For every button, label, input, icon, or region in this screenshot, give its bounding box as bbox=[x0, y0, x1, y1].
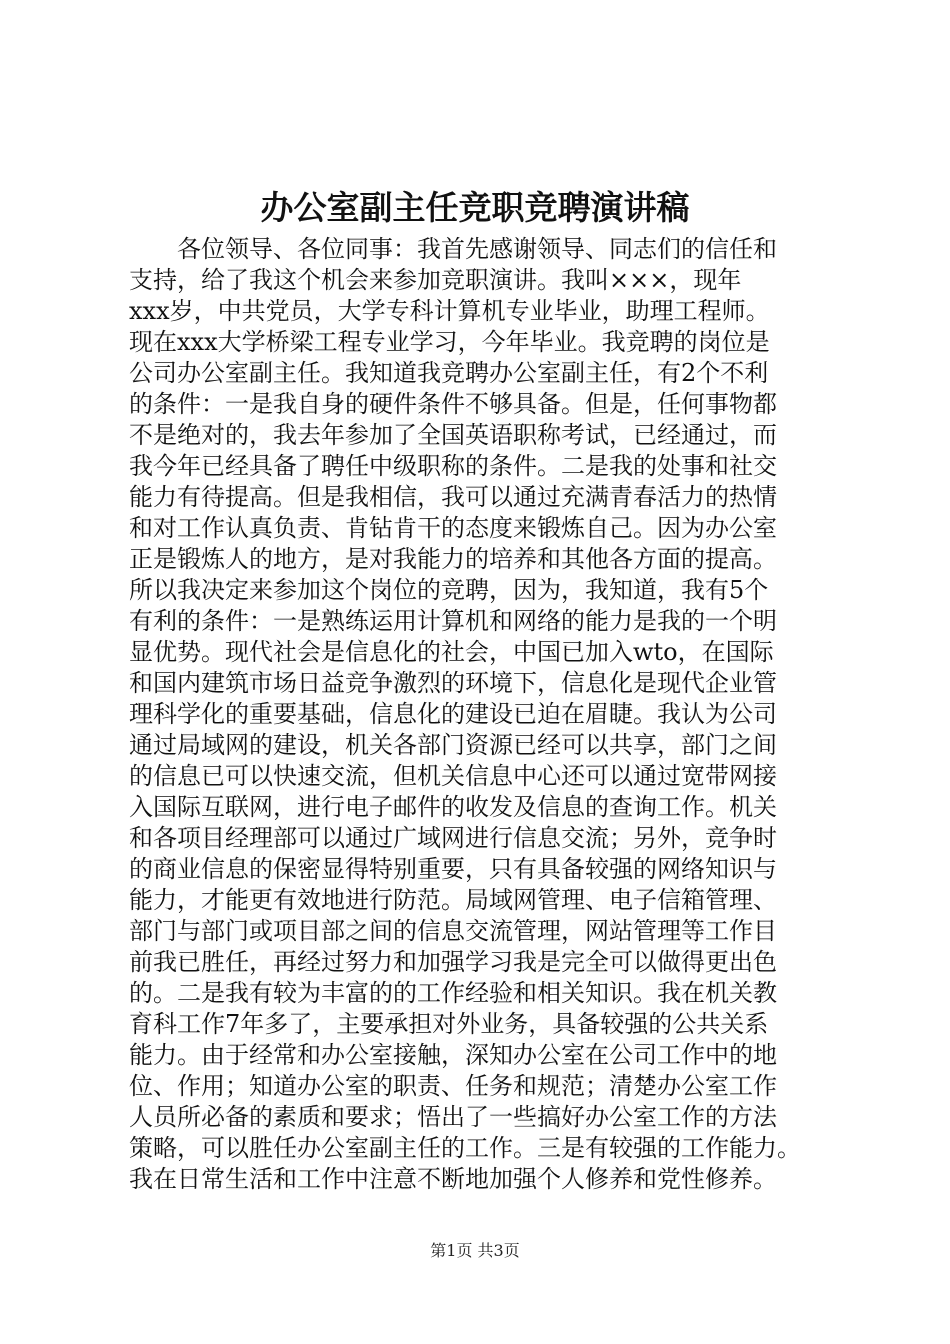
document-title: 办公室副主任竞职竞聘演讲稿 bbox=[260, 188, 690, 227]
body-line: 正是锻炼人的地方，是对我能力的培养和其他各方面的提高。 bbox=[129, 545, 777, 573]
body-line: 和各项目经理部可以通过广域网进行信息交流；另外，竞争时 bbox=[129, 824, 777, 852]
body-line: 的。二是我有较为丰富的的工作经验和相关知识。我在机关教 bbox=[129, 979, 777, 1007]
body-line: 能力，才能更有效地进行防范。局域网管理、电子信箱管理、 bbox=[129, 886, 777, 914]
body-line: 的条件：一是我自身的硬件条件不够具备。但是，任何事物都 bbox=[129, 390, 777, 418]
body-line: xxx岁，中共党员，大学专科计算机专业毕业，助理工程师。 bbox=[129, 297, 770, 325]
body-line: 人员所必备的素质和要求；悟出了一些搞好办公室工作的方法 bbox=[129, 1103, 777, 1131]
body-line: 公司办公室副主任。我知道我竞聘办公室副主任，有2个不利 bbox=[129, 359, 769, 387]
body-line: 各位领导、各位同事：我首先感谢领导、同志们的信任和 bbox=[129, 235, 777, 263]
body-line: 和对工作认真负责、肯钻肯干的态度来锻炼自己。因为办公室 bbox=[129, 514, 777, 542]
body-line: 不是绝对的，我去年参加了全国英语职称考试，已经通过，而 bbox=[129, 421, 777, 449]
body-line: 前我已胜任，再经过努力和加强学习我是完全可以做得更出色 bbox=[129, 948, 777, 976]
body-line: 理科学化的重要基础，信息化的建设已迫在眉睫。我认为公司 bbox=[129, 700, 777, 728]
body-line: 和国内建筑市场日益竞争激烈的环境下，信息化是现代企业管 bbox=[129, 669, 777, 697]
body-line: 入国际互联网，进行电子邮件的收发及信息的查询工作。机关 bbox=[129, 793, 777, 821]
body-line: 支持，给了我这个机会来参加竞职演讲。我叫×××，现年 bbox=[129, 266, 742, 294]
body-line: 的商业信息的保密显得特别重要，只有具备较强的网络知识与 bbox=[129, 855, 777, 883]
body-line: 能力。由于经常和办公室接触，深知办公室在公司工作中的地 bbox=[129, 1041, 777, 1069]
body-line: 部门与部门或项目部之间的信息交流管理，网站管理等工作目 bbox=[129, 917, 777, 945]
body-line: 有利的条件：一是熟练运用计算机和网络的能力是我的一个明 bbox=[129, 607, 777, 635]
page-footer: 第1页 共3页 bbox=[430, 1241, 520, 1260]
body-line: 位、作用；知道办公室的职责、任务和规范；清楚办公室工作 bbox=[129, 1072, 777, 1100]
document-body bbox=[129, 234, 829, 1195]
body-line: 能力有待提高。但是我相信，我可以通过充满青春活力的热情 bbox=[129, 483, 777, 511]
body-line: 现在xxx大学桥梁工程专业学习，今年毕业。我竞聘的岗位是 bbox=[129, 328, 770, 356]
body-line: 的信息已可以快速交流，但机关信息中心还可以通过宽带网接 bbox=[129, 762, 777, 790]
body-line: 显优势。现代社会是信息化的社会，中国已加入wto，在国际 bbox=[129, 638, 774, 666]
body-line: 策略，可以胜任办公室副主任的工作。三是有较强的工作能力。 bbox=[129, 1134, 801, 1162]
body-line: 育科工作7年多了，主要承担对外业务，具备较强的公共关系 bbox=[129, 1010, 769, 1038]
body-line: 所以我决定来参加这个岗位的竞聘，因为，我知道，我有5个 bbox=[129, 576, 769, 604]
body-line: 我今年已经具备了聘任中级职称的条件。二是我的处事和社交 bbox=[129, 452, 777, 480]
body-line: 通过局域网的建设，机关各部门资源已经可以共享，部门之间 bbox=[129, 731, 777, 759]
body-line: 我在日常生活和工作中注意不断地加强个人修养和党性修养。 bbox=[129, 1165, 777, 1193]
